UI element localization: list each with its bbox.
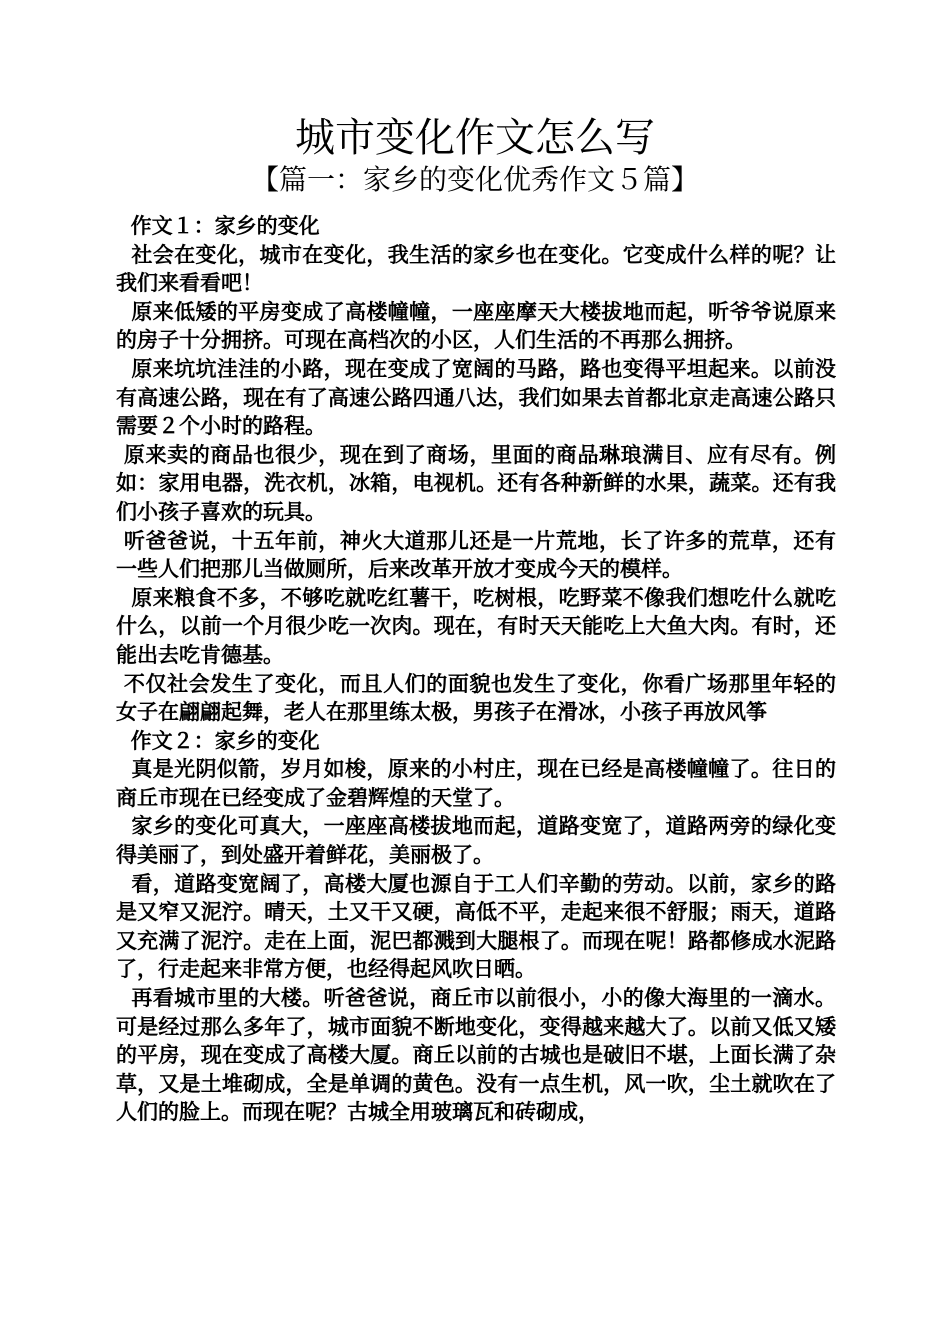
document-title: 城市变化作文怎么写 — [295, 115, 655, 161]
essay-heading: 作文２：家乡的变化 — [116, 728, 320, 753]
essay-paragraph: 原来低矮的平房变成了高楼幢幢，一座座摩天大楼拔地而起，听爷爷说原来的房子十分拥挤。可现在高档次的小区，人们生活的不再那么拥挤。 — [116, 299, 837, 353]
essay-paragraph: 不仅社会发生了变化，而且人们的面貌也发生了变化，你看广场那里年轻的女子在翩翩起舞，老人在那里练太极，男孩子在滑冰，小孩子再放风筝 — [116, 671, 837, 725]
essay-paragraph: 原来卖的商品也很少，现在到了商场，里面的商品琳琅满目、应有尽有。例如：家用电器，洗衣机，冰箱，电视机。还有各种新鲜的水果，蔬菜。还有我们小孩子喜欢的玩具。 — [116, 442, 837, 524]
essay-paragraph: 看，道路变宽阔了，高楼大厦也源自于工人们辛勤的劳动。以前，家乡的路是又窄又泥泞。晴天，土又干又硬，高低不平，走起来很不舒服；雨天，道路又充满了泥泞。走在上面，泥巴都溅到大腿根了。而现在呢！路都修成水泥路了，行走起来非常方便，也经得起风吹日晒。 — [116, 871, 837, 982]
essay-paragraph: 社会在变化，城市在变化，我生活的家乡也在变化。它变成什么样的呢？让我们来看看吧！ — [116, 242, 837, 296]
essay-paragraph: 真是光阴似箭，岁月如梭，原来的小村庄，现在已经是高楼幢幢了。往日的商丘市现在已经变成了金碧辉煌的天堂了。 — [116, 757, 837, 810]
document-body — [116, 212, 836, 1127]
essay-paragraph: 原来粮食不多，不够吃就吃红薯干，吃树根，吃野菜不像我们想吃什么就吃什么，以前一个月很少吃一次肉。现在，有时天天能吃上大鱼大肉。有时，还能出去吃肯德基。 — [116, 585, 837, 667]
essay-paragraph: 原来坑坑洼洼的小路，现在变成了宽阔的马路，路也变得平坦起来。以前没有高速公路，现在有了高速公路四通八达，我们如果去首都北京走高速公路只需要２个小时的路程。 — [116, 356, 837, 439]
essay-paragraph: 听爸爸说，十五年前，神火大道那儿还是一片荒地，长了许多的荒草，还有一些人们把那儿当做厕所，后来改革开放才变成今天的模样。 — [116, 528, 837, 582]
essay-paragraph: 家乡的变化可真大，一座座高楼拔地而起，道路变宽了，道路两旁的绿化变得美丽了，到处盛开着鲜花，美丽极了。 — [116, 814, 837, 868]
essay-heading: 作文１：家乡的变化 — [116, 214, 320, 238]
document-subtitle: 【篇一：家乡的变化优秀作文５篇】 — [250, 163, 699, 196]
essay-paragraph: 再看城市里的大楼。听爸爸说，商丘市以前很小，小的像大海里的一滴水。可是经过那么多年了，城市面貌不断地变化，变得越来越大了。以前又低又矮的平房，现在变成了高楼大厦。商丘以前的古城也是破旧不堪，上面长满了杂草，又是土堆砌成，全是单调的黄色。没有一点生机，风一吹，尘土就吹在了人们的脸上。而现在呢？古城全用玻璃瓦和砖砌成， — [116, 986, 837, 1125]
